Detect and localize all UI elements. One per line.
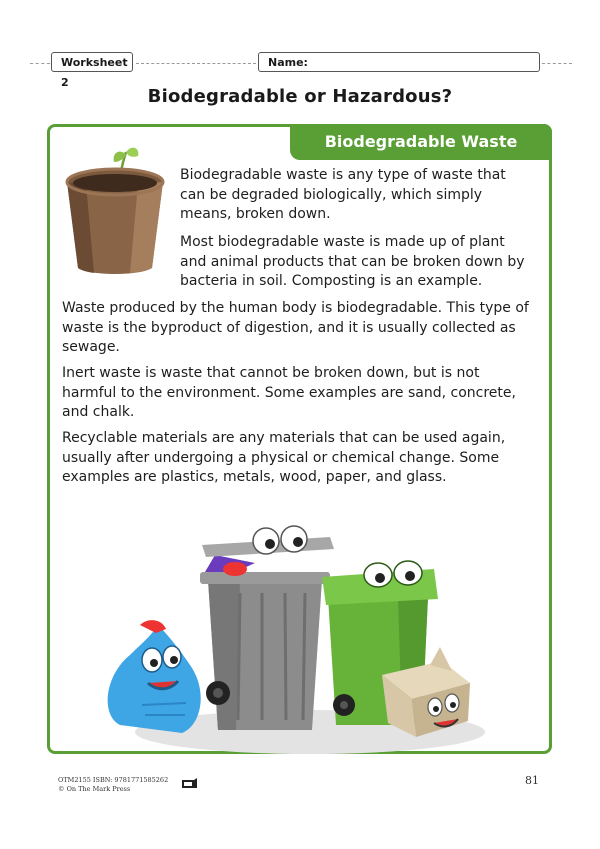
paragraph-recyclable-materials: Recyclable materials are any materials that can be used again, usually after undergoing a physical or chemical change. Some examples are plastics, metals, wood, paper, and glass. [62,430,506,485]
seedling-pot-icon [60,140,170,280]
page-title: Biodegradable or Hazardous? [147,86,453,107]
worksheet-label: Worksheet 2 [51,52,133,72]
publisher-logo-icon [181,777,199,789]
paragraph-inert-waste: Inert waste is waste that cannot be broken down, but is not harmful to the environment. Some examples are sand, concrete, and chalk. [62,365,516,420]
blue-blob-character-icon [108,620,201,733]
paragraph-plant-animal-products: Most biodegradable waste is made up of plant and animal products that can be broken down by bacteria in soil. Composting is an example. [180,234,525,289]
gray-bin-icon [200,526,334,730]
paragraph-human-waste: Waste produced by the human body is biodegradable. This type of waste is the byproduct of digestion, and it is usually collected as sewage. [62,300,529,355]
name-field[interactable]: Name: [258,52,540,72]
waste-bins-illustration [90,525,500,760]
header-dash-right [542,63,572,64]
paragraph-biodegradable-definition: Biodegradable waste is any type of waste that can be degraded biologically, which simply means, broken down. [180,167,506,222]
header-dash-left [30,63,50,64]
page-number: 81 [525,774,539,787]
footer-copyright: © On The Mark Press [58,785,131,793]
header-dash-middle [136,63,256,64]
section-tab: Biodegradable Waste [290,124,552,160]
footer-code-isbn: OTM2155 ISBN: 9781771585262 [58,776,169,784]
